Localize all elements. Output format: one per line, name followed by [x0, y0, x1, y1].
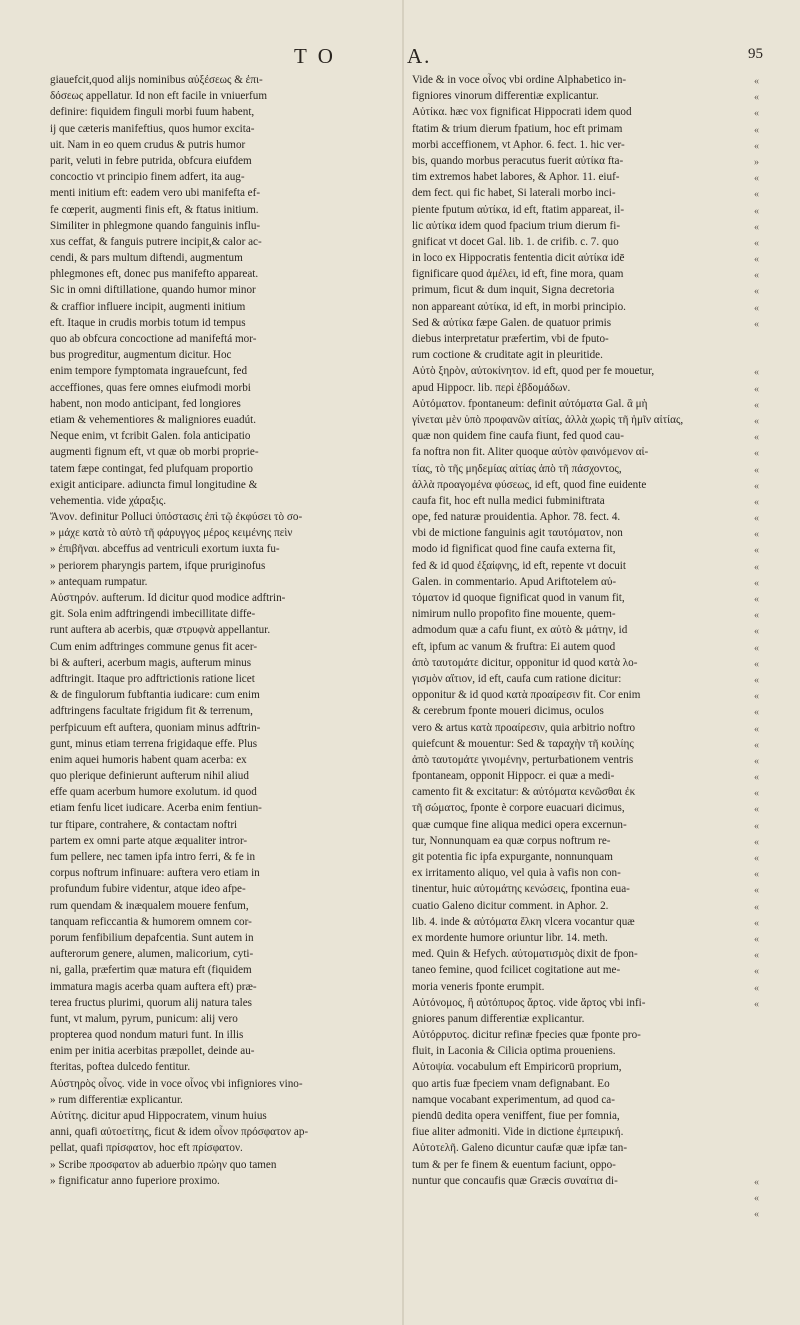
text-line: vehementia. vide χάραξις. — [50, 494, 166, 507]
text-line: Sed & αὐτίκα fæpe Galen. de quatuor primis — [412, 316, 612, 329]
text-line: cendi, & pars multum diftendi, augmentum — [50, 252, 243, 265]
text-line: morbi acceffionem, vt Aphor. 6. fect. 1. hic ver- — [412, 138, 625, 151]
text-line: Sic in omni diftillatione, quando humor minor — [50, 284, 256, 297]
text-line: adftringens facultate frigidum fit & terrenum, — [50, 705, 253, 718]
column-gutter — [402, 0, 404, 1325]
quote-mark: « — [754, 415, 759, 427]
header-right-letters: A. — [407, 44, 432, 68]
text-line: ij que cæteris manifeftius, quos humor excita- — [50, 122, 255, 135]
text-line: Αὐτοτελῆ. Galeno dicuntur caufæ quæ ipfæ tan- — [412, 1142, 628, 1155]
text-line: funt, vt malum, pyrum, punicum: alij vero — [50, 1012, 238, 1025]
text-line: Αὐτὸ ξηρὸν, αὐτοκίνητον. id eft, quod per fe mouetur, — [412, 365, 655, 378]
quote-mark: « — [754, 383, 759, 395]
quote-mark: « — [754, 804, 759, 816]
text-line: quo ab obfcura concoctione ad manifeftá mor- — [50, 333, 257, 345]
quote-mark — [754, 1013, 774, 1029]
quote-mark: « — [754, 561, 759, 573]
text-line: ex irritamento aliquo, vel quia à vafis non con- — [412, 867, 621, 880]
quote-mark: « — [754, 302, 759, 314]
text-line: adftringit. Itaque pro adftrictionis ratione licet — [50, 672, 255, 685]
quote-mark: « — [754, 642, 759, 654]
quote-mark: « — [754, 610, 759, 622]
quote-mark: « — [754, 658, 759, 670]
text-line: tim extremos habet labores, & Aphor. 11. eiuf- — [412, 171, 620, 184]
quote-mark: « — [754, 496, 759, 508]
text-line: cuatio Galeno dicitur comment. in Aphor. 2. — [412, 899, 609, 912]
text-line: modo id fignificat quod fine caufa externa fit, — [412, 543, 616, 556]
text-line: porum fenfibilium depafcentia. Sunt autem in — [50, 931, 254, 944]
text-line: uit. Nam in eo quem crudus & putris humor — [50, 138, 246, 151]
text-line: vero & artus κατὰ προαίρεσιν, quia arbitrio noftro — [412, 721, 636, 734]
text-line: git. Sola enim adftringendi imbecillitate diffe- — [50, 608, 256, 621]
text-line: Galen. in commentario. Apud Ariftotelem αὐ- — [412, 575, 617, 588]
text-line: nimirum nullo propofito fine mouente, quem- — [412, 608, 616, 621]
quote-mark: « — [754, 92, 759, 104]
quote-mark: « — [754, 755, 759, 767]
text-line: moria veneris fponte erumpit. — [412, 980, 545, 993]
quote-mark: « — [754, 270, 759, 282]
text-line: enim aquei humoris habent quam acerba: ex — [50, 753, 247, 766]
quote-mark — [754, 1045, 774, 1061]
text-line: Neque enim, vt fcribit Galen. fola anticipatio — [50, 430, 251, 443]
quote-mark — [754, 1061, 774, 1077]
quote-mark: « — [754, 933, 759, 945]
text-line: » ἐπιβῆναι. abceffus ad ventriculi exortum iuxta fu- — [50, 543, 280, 556]
quote-mark: « — [754, 982, 759, 994]
quote-mark: « — [754, 594, 759, 605]
text-line: γισμὸν αἴτιον, id eft, caufa cum ratione dicitur: — [412, 672, 622, 685]
quote-mark — [754, 1142, 774, 1158]
quote-mark — [754, 1159, 774, 1175]
text-line: γίνεται μὲν ὑπὸ προφανῶν αἰτίας, ἀλλὰ χωρὶς τῆ ἡμῖν αἰτίας, — [412, 413, 684, 426]
text-line: » μάχε κατὰ τὸ αὐτὸ τῆ φάρυγγος μέρος κειμένης πεὶν — [50, 527, 293, 540]
text-line: » fignificatur anno fuperiore proximo. — [50, 1174, 220, 1187]
text-line: lib. 4. inde & αὐτόματα ἕλκη vlcera vocantur quæ — [412, 915, 635, 928]
text-line: & cerebrum fponte moueri dicimus, oculos — [412, 705, 604, 718]
quote-mark: « — [754, 254, 759, 266]
quote-mark: « — [754, 432, 759, 444]
quote-mark: « — [754, 691, 759, 703]
text-line: apud Hippocr. lib. περὶ ἑβδομάδων. — [412, 381, 571, 394]
text-line: quo artis fuæ fpeciem vnam defignabant. Eo — [412, 1077, 610, 1090]
quote-mark: « — [754, 1192, 759, 1204]
text-line: runt auftera ab acerbis, quæ στρυφνὰ appellantur. — [50, 624, 271, 637]
text-line: fluit, in Laconia & Cilicia optima proueniens. — [412, 1045, 616, 1058]
quote-mark: « — [754, 76, 759, 87]
text-line: ἀλλὰ προαγομένα φύσεως, id eft, quod fine euidente — [412, 478, 647, 491]
quote-mark: « — [754, 739, 759, 751]
text-line: Αὐτοψία. vocabulum eft Empiricorū proprium, — [412, 1061, 622, 1074]
text-line: ἀπὸ ταυτομάτε dicitur, opponitur id quod κατὰ λο- — [412, 656, 638, 669]
text-line: tum & per fe finem & euentum faciunt, oppo- — [412, 1158, 616, 1171]
text-line: in loco ex Hippocratis fententia dicit αὐτίκα idē — [412, 252, 625, 265]
quote-mark: « — [754, 1209, 759, 1221]
text-line: τίας, τὸ τῆς μηδεμίας αἰτίας ἀπὸ τῆ πάσχοντος, — [412, 462, 622, 475]
text-line: opponitur & id quod κατὰ προαίρεσιν fit. Cor enim — [412, 689, 641, 702]
text-line: Αὐτόνομος, ἢ αὐτόπυρος ἄρτος. vide ἄρτος vbi infi- — [412, 996, 646, 1009]
text-line: fed & id quod ἐξαίφνης, id eft, repente vt docuit — [412, 559, 626, 572]
text-line: git potentia fic ipfa expurgante, nonnunquam — [412, 851, 613, 863]
text-line: corpus noftrum infinuare: auftera vero etiam in — [50, 867, 260, 880]
quote-mark: « — [754, 869, 759, 881]
text-line: ἀπὸ ταυτομάτε γινομένην, perturbationem ventris — [412, 753, 634, 766]
text-line: quæ cumque fine aliqua medici opera excernun- — [412, 818, 627, 831]
text-line: bi & aufteri, acerbum magis, aufterum minus — [50, 656, 252, 669]
quote-mark: « — [754, 221, 759, 233]
quote-mark: « — [754, 529, 759, 541]
quote-mark: « — [754, 707, 759, 719]
text-line: rum coctione & cruditate agit in pleuritide. — [412, 349, 603, 362]
text-line: ex mordente humore oriuntur libr. 14. meth. — [412, 931, 608, 944]
quote-mark: « — [754, 480, 759, 492]
text-line: camento fit & excitatur: & αὐτόματα κενῶσθαι ἐκ — [412, 786, 636, 799]
text-line: ftatim & trium dierum fpatium, hoc eft primam — [412, 122, 623, 135]
text-line: menti initium eft: eadem vero ubi manifefta ef- — [50, 187, 261, 200]
left-text-column — [50, 72, 390, 1189]
text-line: rum quendam & inæqualem mouere fenfum, — [50, 899, 249, 912]
text-line: » rum differentiæ explicantur. — [50, 1093, 183, 1106]
text-line: » periorem pharyngis partem, ifque pruriginofus — [50, 559, 266, 572]
text-line: Αὐτίτης. dicitur apud Hippocratem, vinum huius — [50, 1110, 267, 1122]
text-line: piendū dedita opera veniffent, fiue per fomnia, — [412, 1110, 620, 1122]
text-line: enim tempore fymptomata ingrauefcunt, fed — [50, 365, 248, 378]
text-line: parit, veluti in febre putrida, obfcura eiufdem — [50, 154, 252, 167]
text-line: augmenti fignum eft, vt quæ ob morbi proprie- — [50, 446, 259, 459]
text-line: non appareant αὐτίκα, id eft, in morbi principio. — [412, 300, 626, 313]
quote-mark: « — [754, 998, 759, 1010]
text-line: aufterorum genere, alumen, malicorium, cyti- — [50, 948, 254, 961]
quote-mark: « — [754, 237, 759, 249]
text-line: fteritas, poftea dulcedo fentitur. — [50, 1061, 191, 1074]
quote-mark — [754, 349, 774, 365]
quote-mark: « — [754, 674, 759, 686]
text-line: δόσεως appellatur. Id non eft facile in vniuerfum — [50, 90, 268, 103]
quote-mark: « — [754, 318, 759, 330]
text-line: bus progreditur, augmentum dicitur. Hoc — [50, 349, 232, 362]
text-line: vbi de mictione fanguinis agit ταυτόματον, non — [412, 527, 623, 540]
text-line: immatura magis acerba quam auftera eft) præ- — [50, 980, 257, 993]
text-line: tanquam reficcantia & humorem omnem cor- — [50, 915, 252, 928]
text-line: Αὐστηρόν. aufterum. Id dicitur quod modice adftrin- — [50, 592, 286, 604]
text-line: phlegmones eft, donec pus manifefto appareat. — [50, 268, 259, 281]
text-line: quiefcunt & mouentur: Sed & ταραχὴν τῆ κοιλίης — [412, 737, 634, 750]
text-line: perfpicuum eft auftera, quoniam minus adftrin- — [50, 721, 261, 734]
quote-mark: « — [754, 205, 759, 217]
quote-mark: « — [754, 464, 759, 476]
text-line: eft. Itaque in crudis morbis totum id tempus — [50, 316, 246, 329]
text-line: terea fructus plurimi, quorum alij natura tales — [50, 996, 253, 1009]
text-line: exigit anticipare. adiuncta fimul longitudine & — [50, 478, 258, 491]
text-line: caufa fit, hoc eft nulla medici fubminiftrata — [412, 494, 605, 507]
page-number: 95 — [748, 46, 763, 62]
text-line: dem fect. qui fic habet, Si laterali morbo inci- — [412, 187, 616, 200]
text-line: & craffior influere incipit, augmenti initium — [50, 300, 246, 313]
quote-mark: « — [754, 513, 759, 525]
header-left-letters: T O — [294, 44, 336, 68]
quote-mark: « — [754, 367, 759, 379]
text-line: habent, non modo anticipant, fed longiores — [50, 397, 241, 410]
quote-mark: « — [754, 901, 759, 913]
quote-mark: « — [754, 189, 759, 201]
text-line: Vide & in voce οἶνος vbi ordine Alphabetico in- — [412, 74, 627, 86]
text-line: effe quam acerbum humore exolutum. id quod — [50, 786, 257, 799]
text-line: » Scribe προσφατον ab aduerbio πρώην quo tamen — [50, 1158, 277, 1171]
text-line: fiue aliter admoniti. Vide in dictione ἐμπειρική. — [412, 1126, 624, 1139]
text-line: primum, ficut & dum inquit, Signa decretoria — [412, 284, 615, 297]
text-line: namque vocabant experimentum, ad quod ca- — [412, 1093, 615, 1106]
text-line: Ἄνον. definitur Polluci ὑπόστασις ἐπὶ τῷ ἐκφύσει τὸ σο- — [50, 511, 303, 524]
quote-mark — [754, 333, 774, 349]
quote-mark: « — [754, 788, 759, 800]
text-line: ope, fed naturæ prouidentia. Aphor. 78. fect. 4. — [412, 511, 621, 524]
quote-mark: « — [754, 966, 759, 978]
quote-mark: « — [754, 448, 759, 460]
quote-mark — [754, 1110, 774, 1126]
text-line: fa noftra non fit. Aliter quoque αὐτὸν φαινόμενον αἰ- — [412, 446, 649, 459]
text-line: fpontaneam, opponit Hippocr. ei quæ a medi- — [412, 770, 615, 783]
text-line: piente fputum αὐτίκα, id eft, ftatim appareat, il- — [412, 203, 625, 216]
text-line: giauefcit,quod alijs nominibus αὐξέσεως & ἐπι- — [50, 74, 263, 86]
quote-mark: « — [754, 286, 759, 298]
quote-mark: « — [754, 950, 759, 962]
quote-mark: « — [754, 885, 759, 897]
quote-mark: « — [754, 124, 759, 136]
right-text-column — [412, 72, 748, 1189]
quote-mark: » — [754, 156, 759, 168]
quote-mark: « — [754, 853, 759, 864]
text-line: partem ex omni parte atque æqualiter intror- — [50, 834, 248, 847]
text-line: lic αὐτίκα idem quod fpacium trium dierum fi- — [412, 219, 621, 232]
text-line: tur ftipare, contrahere, & contactam noftri — [50, 818, 238, 831]
text-line: & de fingulorum fubftantia iudicare: cum enim — [50, 689, 260, 702]
text-line: τῆ σώματος, fponte è corpore euacuari dicimus, — [412, 802, 625, 815]
text-line: Αὐτόματον. fpontaneum: definit αὐτόματα Gal. ἃ μὴ — [412, 397, 648, 410]
text-line: pellat, quafi πρίσφατον, hoc eft πρίσφατον. — [50, 1142, 243, 1155]
quote-mark — [754, 1078, 774, 1094]
text-line: etiam fenfu licet iudicare. Acerba enim fentiun- — [50, 802, 262, 815]
text-line: Similiter in phlegmone quando fanguinis influ- — [50, 219, 261, 232]
text-line: med. Quin & Hefych. αὐτοματισμὸς dixit de fpon- — [412, 948, 638, 961]
quote-mark — [754, 1029, 774, 1045]
text-line: gunt, minus etiam terrena frigidaque effe. Plus — [50, 737, 258, 750]
text-line: gniores panum differentiæ explicantur. — [412, 1012, 585, 1025]
text-line: gnificat vt docet Gal. lib. 1. de crifib. c. 7. quo — [412, 235, 619, 248]
quote-mark: « — [754, 836, 759, 848]
text-line: taneo femine, quod fcilicet cogitatione aut me- — [412, 964, 621, 977]
text-line: Αὐστηρὸς οἶνος. vide in voce οἶνος vbi infigniores vino- — [50, 1077, 303, 1090]
text-line: admodum quæ a cafu fiunt, ex αὐτὸ & μάτην, id — [412, 624, 628, 637]
quote-mark — [754, 1094, 774, 1110]
text-line: tatem fæpe contingat, fed plufquam proportio — [50, 462, 253, 475]
quote-mark: « — [754, 1176, 759, 1188]
text-line: » antequam rumpatur. — [50, 575, 148, 588]
text-line: anni, quafi αὐτοετίτης, ficut & idem οἶνον πρόσφατον ap- — [50, 1126, 309, 1139]
quote-mark: « — [754, 820, 759, 832]
text-line: τόματον id quoque fignificat quod in vanum fit, — [412, 592, 625, 604]
text-line: Cum enim adftringes commune genus fit acer- — [50, 640, 258, 653]
text-line: diebus interpretatur præfertim, vbi de fputo- — [412, 333, 609, 345]
text-line: eft, ipfum ac vanum & fruftra: Ei autem quod — [412, 640, 616, 653]
text-line: tur, Nonnunquam ea quæ corpus noftrum re- — [412, 834, 611, 847]
quote-mark — [754, 1126, 774, 1142]
text-line: propterea quod nondum maturi funt. In illis — [50, 1029, 244, 1042]
quote-mark: « — [754, 577, 759, 589]
quote-mark: « — [754, 772, 759, 784]
text-line: definire: fiquidem finguli morbi fuum habent, — [50, 106, 255, 119]
running-header — [0, 44, 800, 68]
text-line: bis, quando morbus peracutus fuerit αὐτίκα fta- — [412, 154, 624, 167]
quote-mark: « — [754, 399, 759, 411]
quote-mark: « — [754, 108, 759, 120]
text-line: enim per initia acerbitas præpollet, deinde au- — [50, 1045, 255, 1058]
text-line: fe cœperit, augmenti finis eft, & ftatus initium. — [50, 203, 259, 216]
quote-mark: « — [754, 626, 759, 638]
text-line: figniores vinorum differentiæ explicantur. — [412, 90, 599, 103]
quote-mark: « — [754, 173, 759, 185]
text-line: etiam & vehementiores & maligniores euadút. — [50, 413, 257, 426]
text-line: fignificare quod ἀμέλει, id eft, fine mora, quam — [412, 268, 624, 281]
text-line: tinentur, huic αὐτομάτης κενώσεις, fpontina eua- — [412, 883, 630, 896]
text-line: quæ non quidem fine caufa fiunt, fed quod cau- — [412, 430, 624, 443]
text-line: quo plerique definierunt aufterum nihil aliud — [50, 770, 249, 783]
text-line: concoctio vt principio finem adfert, ita aug- — [50, 171, 245, 184]
text-line: ni, galla, præfertim quæ matura eft (fiquidem — [50, 964, 252, 977]
text-line: profundum fubire videntur, atque ideo afpe- — [50, 883, 246, 896]
text-line: Αὐτίκα. hæc vox fignificat Hippocrati idem quod — [412, 106, 632, 119]
quote-mark: « — [754, 140, 759, 152]
text-line: Αὐτόρρυτος. dicitur refinæ fpecies quæ fponte pro- — [412, 1029, 641, 1042]
text-line: xus ceffat, & fanguis putrere incipit,& calor ac- — [50, 235, 262, 248]
text-line: fum pellere, nec tamen ipfa intro ferri, & fe in — [50, 851, 256, 863]
text-line: nuntur que concaufis quæ Græcis συναίτια di- — [412, 1174, 618, 1187]
quote-mark: « — [754, 545, 759, 557]
quotation-margin — [754, 74, 774, 1223]
quote-mark: « — [754, 723, 759, 735]
quote-mark: « — [754, 917, 759, 929]
text-line: acceffiones, quas fere omnes eiufmodi morbi — [50, 381, 251, 394]
